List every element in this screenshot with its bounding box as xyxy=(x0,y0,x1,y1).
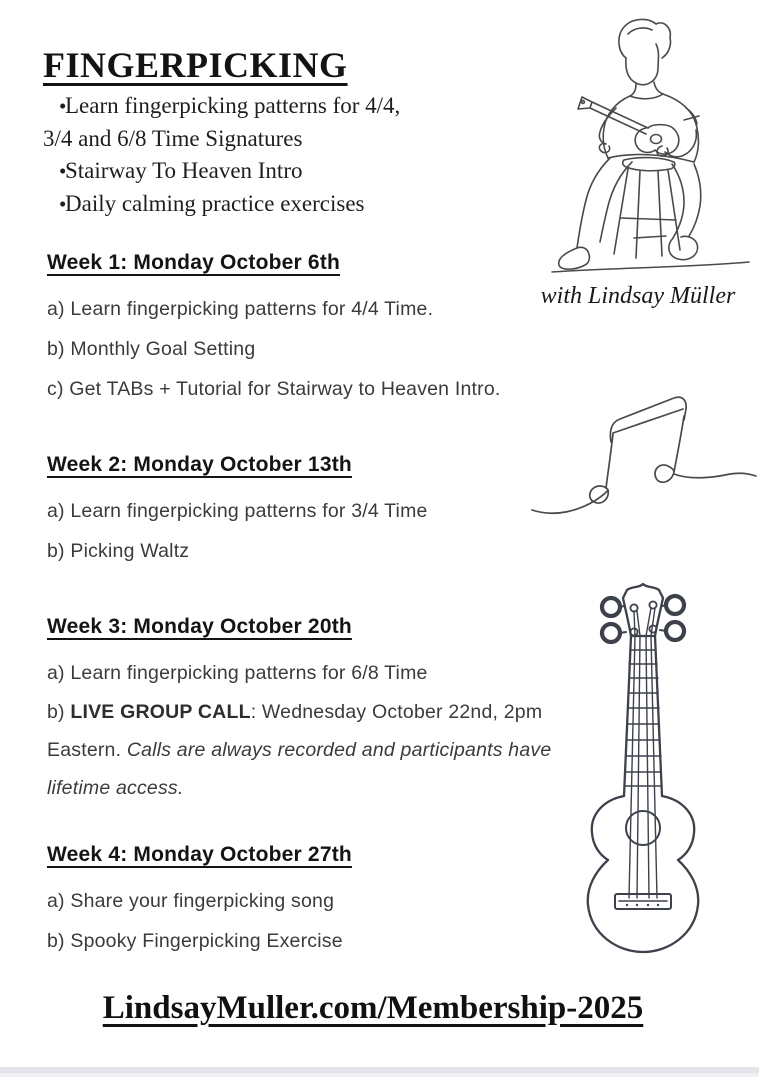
intro-bullet-2-text: Stairway To Heaven Intro xyxy=(65,158,303,183)
week-2-item-b: b) Picking Waltz xyxy=(47,540,190,562)
intro-bullet-list xyxy=(43,90,548,220)
intro-bullet-2 xyxy=(43,155,548,188)
week-3-heading: Week 3: Monday October 20th xyxy=(47,615,352,638)
page-title: FINGERPICKING xyxy=(43,45,348,85)
week-3-section xyxy=(47,615,587,807)
intro-bullet-1-continuation: 3/4 and 6/8 Time Signatures xyxy=(43,125,303,151)
week-1-item-a: a) Learn fingerpicking patterns for 4/4 Time. xyxy=(47,298,434,320)
bottom-bar-edge xyxy=(0,1073,759,1077)
instructor-caption: with Lindsay Müller xyxy=(540,283,736,309)
bullet-icon: • xyxy=(59,191,67,216)
live-call-emphasis: LIVE GROUP CALL xyxy=(70,701,251,723)
week-4-section xyxy=(47,843,587,961)
week-2-section xyxy=(47,453,587,571)
intro-bullet-3-text: Daily calming practice exercises xyxy=(65,190,365,216)
ukulele-illustration xyxy=(571,574,717,966)
bullet-icon: • xyxy=(59,159,67,183)
music-note-illustration xyxy=(528,386,759,522)
week-4-item-b: b) Spooky Fingerpicking Exercise xyxy=(47,930,343,952)
week-3-item-a: a) Learn fingerpicking patterns for 6/8 Time xyxy=(47,662,428,684)
week-4-item-a: a) Share your fingerpicking song xyxy=(47,890,335,912)
week-2-heading: Week 2: Monday October 13th xyxy=(47,453,352,476)
week-2-item-a: a) Learn fingerpicking patterns for 3/4 Time xyxy=(47,500,428,522)
week-1-heading: Week 1: Monday October 6th xyxy=(47,251,341,274)
membership-link[interactable]: LindsayMuller.com/Membership-2025 xyxy=(102,990,644,1026)
week-1-section xyxy=(47,251,587,409)
intro-bullet-1-text: Learn fingerpicking patterns for 4/4, xyxy=(65,93,401,118)
intro-bullet-1 xyxy=(43,90,548,123)
week-3-live-call xyxy=(47,693,567,807)
live-call-prefix: b) xyxy=(47,701,71,723)
week-1-item-c: c) Get TABs + Tutorial for Stairway to Heaven Intro. xyxy=(47,378,501,400)
ukulele-player-illustration xyxy=(548,12,753,278)
week-1-item-b: b) Monthly Goal Setting xyxy=(47,338,256,360)
live-call-note: Calls are always recorded and participants have lifetime access. xyxy=(47,739,552,799)
live-call-detail: : Wednesday October 22nd, 2pm Eastern. xyxy=(47,701,543,761)
intro-bullet-3 xyxy=(43,188,548,221)
week-4-heading: Week 4: Monday October 27th xyxy=(47,843,352,866)
bullet-icon: • xyxy=(59,94,67,118)
